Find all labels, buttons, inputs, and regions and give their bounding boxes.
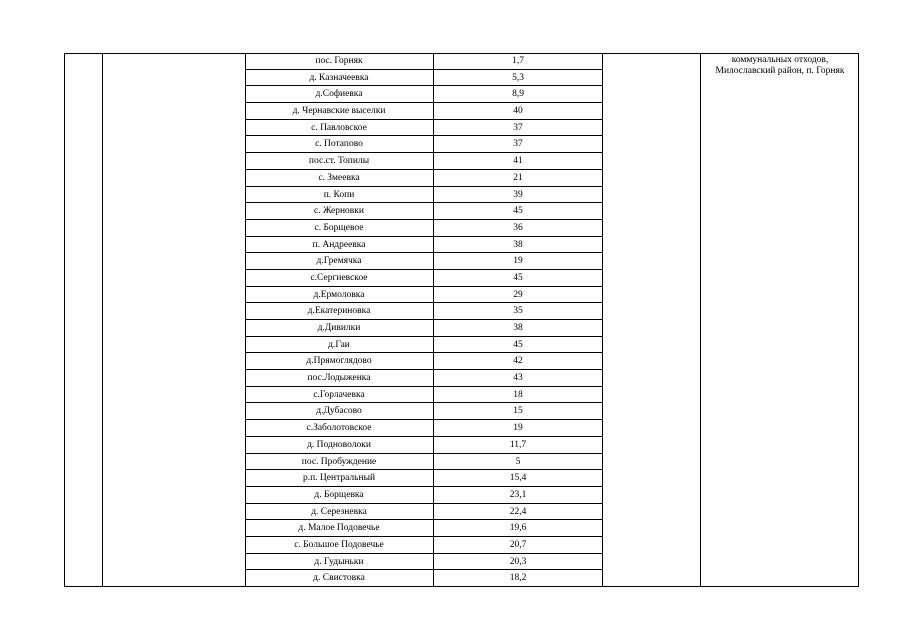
table-row: [245, 403, 602, 420]
distance-value: 37: [513, 122, 523, 133]
table-row: [245, 337, 602, 354]
table-row: [245, 170, 602, 187]
table-row: [245, 136, 602, 153]
settlement-name: д. Борщевка: [245, 487, 434, 503]
settlement-name: д. Свистовка: [245, 570, 434, 586]
distance-value: 40: [513, 106, 523, 117]
table-row: [245, 237, 602, 254]
distance-value: 22,4: [509, 506, 527, 517]
distance-value: 21: [513, 172, 523, 183]
distance-value: 23,1: [509, 489, 527, 500]
table-row: [245, 554, 602, 571]
settlement-name: с.Горлачевка: [245, 387, 434, 403]
table-row: [245, 70, 602, 87]
distance-value: 5,3: [512, 72, 524, 83]
table-row: [245, 454, 602, 471]
table-row: [245, 103, 602, 120]
settlement-name: д. Казначеевка: [245, 70, 434, 86]
table-row: [245, 320, 602, 337]
table-row: [245, 487, 602, 504]
table-row: [245, 470, 602, 487]
settlement-name: с. Змеевка: [245, 170, 434, 186]
settlement-name: пос.ст. Топилы: [245, 153, 434, 169]
distance-value: 41: [513, 156, 523, 167]
settlement-name: с.Заболотовское: [245, 420, 434, 436]
settlement-name: п. Андреевка: [245, 237, 434, 253]
table-row: [245, 537, 602, 554]
settlement-name: д. Подноволоки: [245, 437, 434, 453]
distance-value: 20,7: [509, 539, 527, 550]
settlement-name: с. Потапово: [245, 136, 434, 152]
distance-value: 8,9: [512, 89, 524, 100]
distance-value: 37: [513, 139, 523, 150]
settlement-name: д. Серезневка: [245, 504, 434, 520]
settlement-name: д. Гудыньки: [245, 554, 434, 570]
distance-value: 36: [513, 222, 523, 233]
column-divider: [700, 53, 701, 587]
settlement-name: пос.Лодыженка: [245, 370, 434, 386]
settlement-name: р.п. Центральный: [245, 470, 434, 486]
table-row: [245, 253, 602, 270]
table-row: [245, 153, 602, 170]
table-row: [245, 120, 602, 137]
distance-value: 45: [513, 272, 523, 283]
object-location-note: коммунальных отходов, Милославский район, п. Горняк: [715, 55, 845, 76]
distance-value: 1,7: [512, 56, 524, 66]
distance-value: 20,3: [509, 556, 527, 567]
table-row: [245, 187, 602, 204]
distance-value: 15: [513, 406, 523, 417]
distance-value: 42: [513, 356, 523, 367]
settlement-name: с.Сергиевское: [245, 270, 434, 286]
table-row: [245, 520, 602, 537]
distance-value: 38: [513, 239, 523, 250]
settlement-name: пос. Пробуждение: [245, 454, 434, 470]
distance-value: 35: [513, 306, 523, 317]
settlement-name: д. Малое Подовечье: [245, 520, 434, 536]
settlement-name: с. Большое Подовечье: [245, 537, 434, 553]
table-row: [245, 504, 602, 521]
distance-value: 15,4: [509, 473, 527, 484]
distance-value: 45: [513, 206, 523, 217]
settlements-table: [245, 53, 602, 587]
column-divider: [102, 53, 103, 587]
table-row: [245, 303, 602, 320]
distance-value: 19: [513, 256, 523, 267]
distance-value: 43: [513, 373, 523, 384]
settlement-name: д.Софиевка: [245, 86, 434, 102]
distance-value: 18: [513, 389, 523, 400]
table-row: [245, 53, 602, 70]
settlement-name: д.Ермоловка: [245, 287, 434, 303]
table-row: [245, 370, 602, 387]
distance-value: 18,2: [509, 573, 527, 584]
table-row: [245, 570, 602, 587]
settlement-name: д.Дубасово: [245, 403, 434, 419]
table-row: [245, 437, 602, 454]
distance-value: 5: [515, 456, 521, 467]
settlement-name: п. Копи: [245, 187, 434, 203]
table-row: [245, 420, 602, 437]
settlement-name: д.Екатериновка: [245, 303, 434, 319]
distance-value: 11,7: [509, 439, 527, 450]
distance-value: 19,6: [509, 523, 527, 534]
settlement-name: с. Павловское: [245, 120, 434, 136]
settlement-name: д. Чернавские выселки: [245, 103, 434, 119]
settlement-name: с. Борщевое: [245, 220, 434, 236]
settlement-name: д.Прямоглядово: [245, 353, 434, 369]
settlement-name: пос. Горняк: [245, 53, 434, 69]
distance-value: 38: [513, 323, 523, 333]
table-row: [245, 353, 602, 370]
table-row: [245, 270, 602, 287]
settlement-name: д.Гремячка: [245, 253, 434, 269]
table-row: [245, 203, 602, 220]
distance-value: 39: [513, 189, 523, 200]
table-row: [245, 387, 602, 404]
table-row: [245, 220, 602, 237]
settlement-name: с. Жерновки: [245, 203, 434, 219]
column-divider: [602, 53, 603, 587]
distance-value: 19: [513, 423, 523, 434]
table-row: [245, 287, 602, 304]
distance-value: 29: [513, 289, 523, 300]
table-row: [245, 86, 602, 103]
settlement-name: д.Дивилки: [245, 320, 434, 336]
settlement-name: д.Гаи: [245, 337, 434, 353]
distance-value: 45: [513, 339, 523, 350]
